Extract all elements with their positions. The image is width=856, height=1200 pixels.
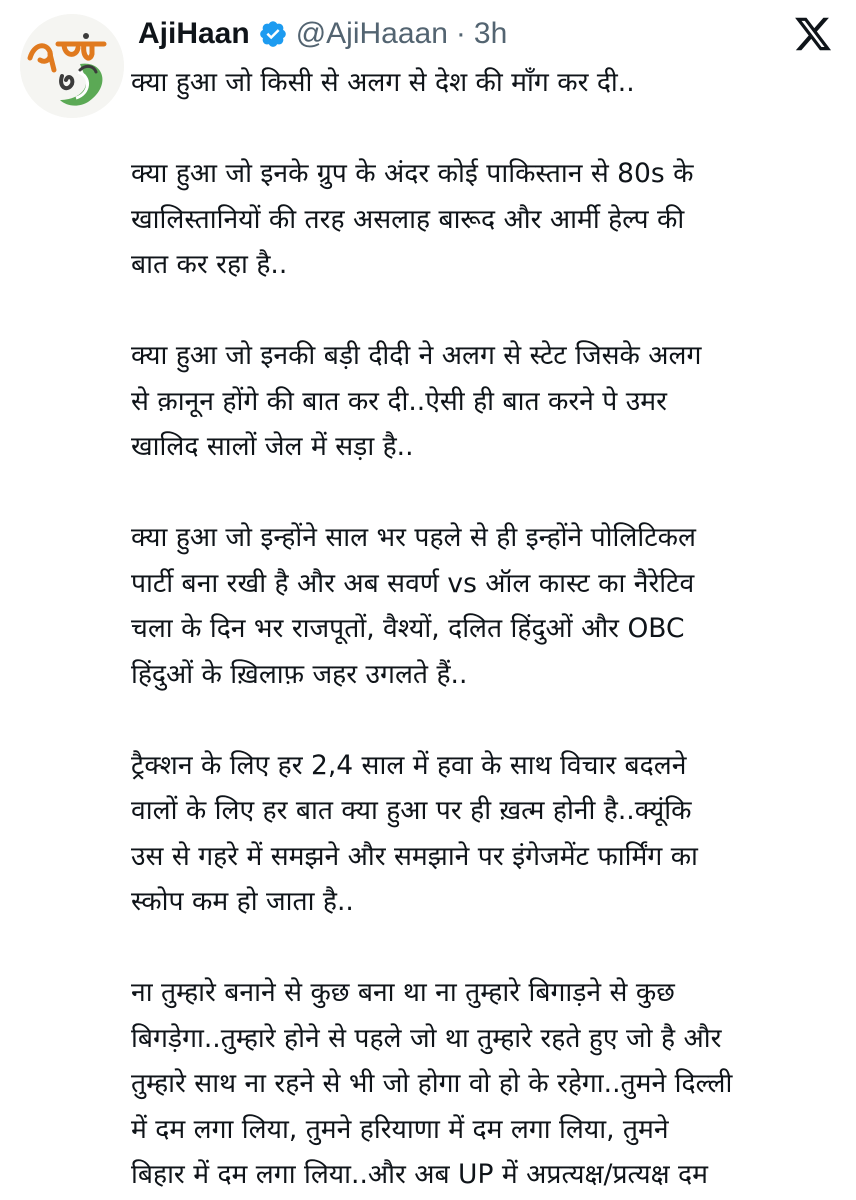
x-logo-icon[interactable] — [792, 14, 834, 54]
avatar[interactable] — [20, 14, 124, 118]
paragraph — [131, 515, 821, 697]
paragraph — [131, 60, 821, 106]
text-line: उस से गहरे में समझने और समझाने पर इंगेजमेंट फार्मिंग का — [131, 840, 698, 872]
paragraph — [131, 743, 821, 925]
text-line: स्कोप कम हो जाता है.. — [131, 886, 354, 917]
text-line: पार्टी बना रखी है और अब सवर्ण vs ऑल कास्ट का नैरेटिव — [131, 567, 695, 599]
paragraph — [131, 333, 821, 470]
timestamp[interactable]: 3h — [473, 17, 508, 50]
text-line: क्या हुआ जो किसी से अलग से देश की माँग कर दी.. — [131, 67, 635, 98]
text-line: ट्रैक्शन के लिए हर 2,4 साल में हवा के साथ विचार बदलने — [131, 749, 687, 781]
text-line: क्या हुआ जो इनके ग्रुप के अंदर कोई पाकिस्तान से 80s के — [131, 158, 694, 189]
paragraph — [131, 151, 821, 288]
separator-dot: · — [455, 17, 466, 50]
text-line: क्या हुआ जो इनकी बड़ी दीदी ने अलग से स्टेट जिसके अलग — [131, 340, 702, 371]
text-line: क्या हुआ जो इन्होंने साल भर पहले से ही इन्होंने पोलिटिकल — [131, 522, 696, 553]
text-line: तुम्हारे साथ ना रहने से भी जो होगा वो हो के रहेगा..तुमने दिल्ली — [131, 1068, 733, 1099]
text-line: हिंदुओं के ख़िलाफ़ जहर उगलते हैं.. — [131, 658, 468, 690]
tweet-text — [131, 60, 821, 1200]
text-line: खालिद सालों जेल में सड़ा है.. — [131, 431, 414, 462]
paragraph — [131, 970, 821, 1198]
text-line: बिहार में दम लगा लिया..और अब UP में अप्रत्यक्ष/प्रत्यक्ष दम — [131, 1159, 708, 1190]
text-line: बिगड़ेगा..तुम्हारे होने से पहले जो था तुम्हारे रहते हुए जो है और — [131, 1022, 722, 1054]
text-line: वालों के लिए हर बात क्या हुआ पर ही ख़त्म होनी है..क्यूंकि — [131, 795, 692, 826]
user-handle[interactable]: @AjiHaaan — [295, 17, 448, 50]
text-line: से क़ानून होंगे की बात कर दी..ऐसी ही बात करने पे उमर — [131, 385, 667, 417]
verified-badge-icon — [258, 19, 288, 49]
text-line: ना तुम्हारे बनाने से कुछ बना था ना तुम्हारे बिगाड़ने से कुछ — [131, 977, 675, 1008]
text-line: चला के दिन भर राजपूतों, वैश्यों, दलित हिंदुओं और OBC — [131, 613, 685, 644]
tweet-header — [138, 14, 507, 54]
display-name[interactable]: AjiHaan — [138, 17, 250, 50]
text-line: बात कर रहा है.. — [131, 249, 288, 280]
avatar-logo — [20, 14, 124, 118]
text-line: खालिस्तानियों की तरह असलाह बारूद और आर्मी हेल्प की — [131, 203, 685, 235]
text-line: में दम लगा लिया, तुमने हरियाणा में दम लगा लिया, तुमने — [131, 1113, 669, 1145]
